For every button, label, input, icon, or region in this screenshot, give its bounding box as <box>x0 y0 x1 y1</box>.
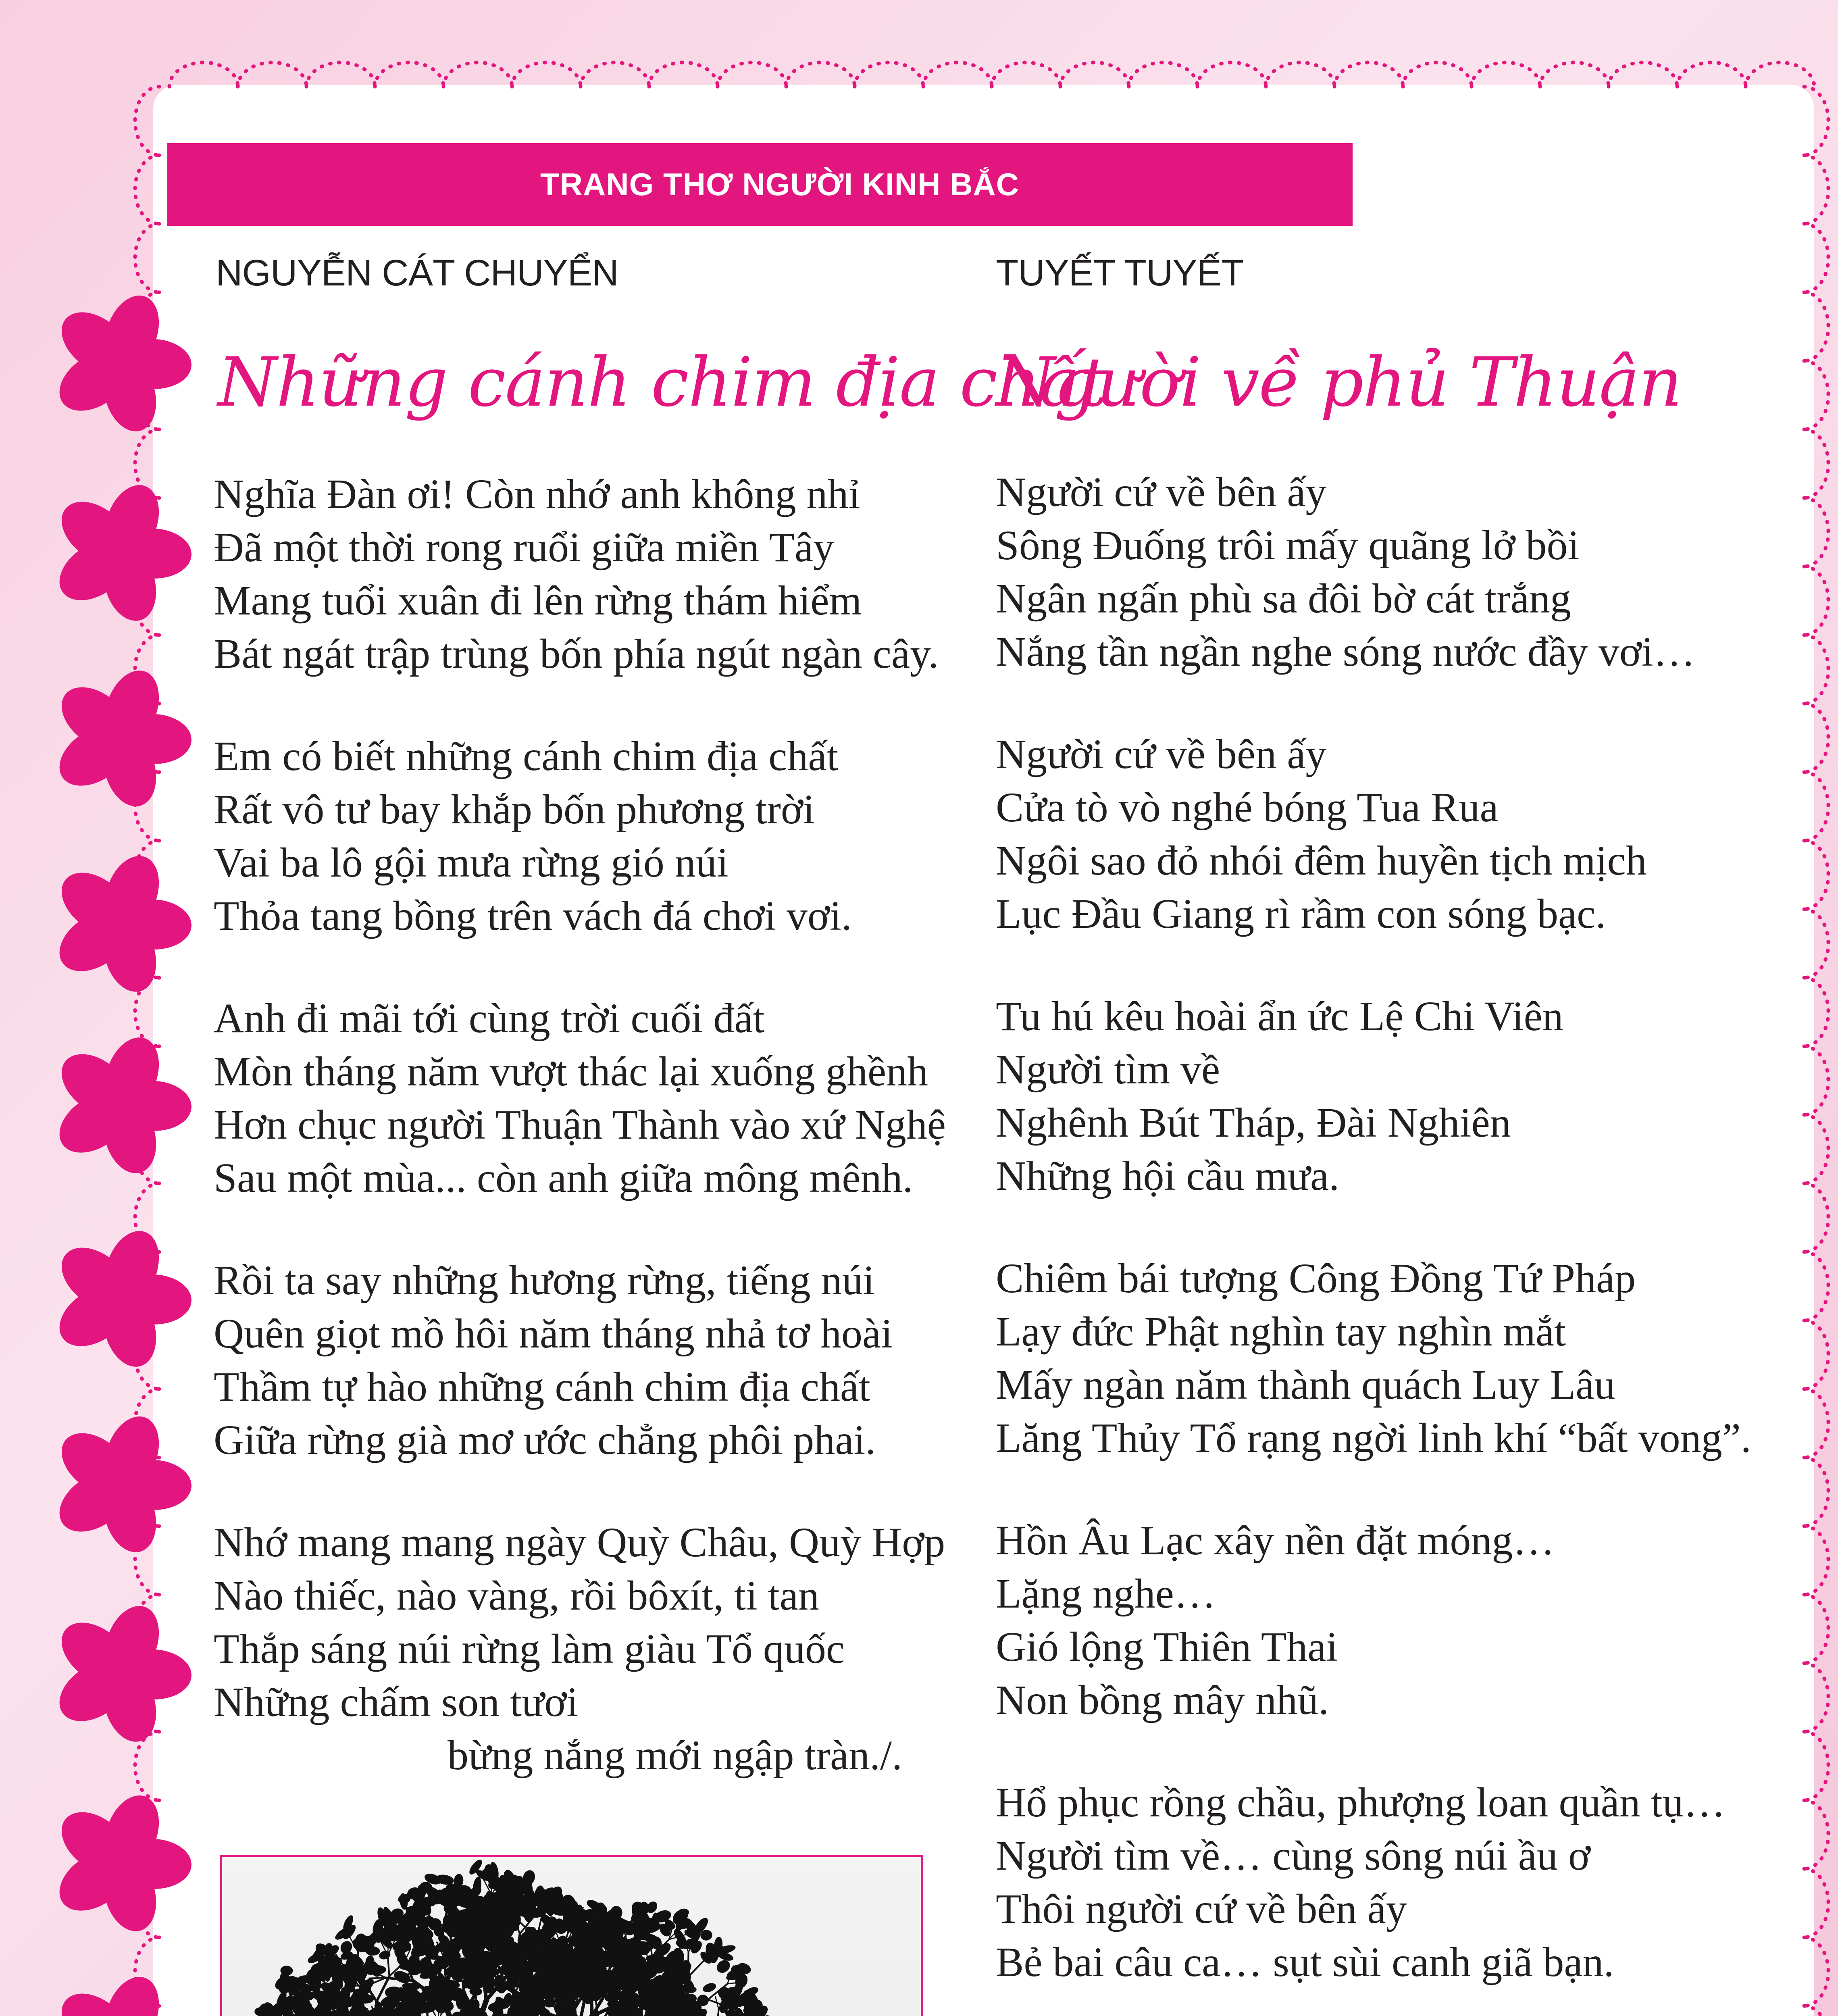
poem-title-left: Những cánh chim địa chất <box>218 343 1107 422</box>
poem-line: Thầm tự hào những cánh chim địa chất <box>214 1364 870 1410</box>
poem-line: Người cứ về bên ấy <box>996 469 1327 515</box>
poem-line: Bẻ bai câu ca… sụt sùi canh giã bạn. <box>996 1939 1614 1985</box>
poem-line: Vai ba lô gội mưa rừng gió núi <box>214 839 729 886</box>
poem-line: Người tìm về… cùng sông núi ầu ơ <box>996 1833 1590 1879</box>
poem-line: Nào thiếc, nào vàng, rồi bôxít, ti tan <box>214 1572 819 1619</box>
poem-line: Mang tuổi xuân đi lên rừng thám hiểm <box>214 577 862 624</box>
pink-flower-icon <box>48 663 192 812</box>
poem-line: Non bồng mây nhũ. <box>996 1677 1329 1723</box>
poem-line: Rất vô tư bay khắp bốn phương trời <box>214 786 815 833</box>
poem-line: Nghênh Bút Tháp, Đài Nghiên <box>996 1100 1511 1146</box>
pink-flower-icon <box>48 477 192 627</box>
poem-line: Thắp sáng núi rừng làm giàu Tổ quốc <box>214 1626 845 1672</box>
poem-line: Thôi người cứ về bên ấy <box>996 1886 1407 1932</box>
pink-flower-icon <box>48 848 192 998</box>
pink-flower-icon <box>48 1409 192 1558</box>
poem-line: Lặng nghe… <box>996 1570 1216 1617</box>
poem-line: Em có biết những cánh chim địa chất <box>214 733 839 779</box>
poem-line: Tu hú kêu hoài ẩn ức Lệ Chi Viên <box>996 993 1563 1039</box>
poem-line: Nghĩa Đàn ơi! Còn nhớ anh không nhỉ <box>214 471 860 517</box>
poem-line: Ngôi sao đỏ nhói đêm huyền tịch mịch <box>996 837 1647 884</box>
pink-flower-icon <box>48 1030 192 1179</box>
poem-line: Rồi ta say những hương rừng, tiếng núi <box>214 1257 875 1304</box>
poem-line: Bát ngát trập trùng bốn phía ngút ngàn cây. <box>214 631 939 677</box>
poem-line: Nhớ mang mang ngày Quỳ Châu, Quỳ Hợp <box>214 1519 945 1566</box>
poem-line: bừng nắng mới ngập tràn./. <box>448 1732 903 1779</box>
poem-line: Cửa tò vò nghé bóng Tua Rua <box>996 784 1499 831</box>
poem-title-right: Người về phủ Thuận <box>996 343 1682 422</box>
poem-line: Thỏa tang bồng trên vách đá chơi vơi. <box>214 893 852 939</box>
poem-line: Người tìm về <box>996 1046 1220 1093</box>
poem-line: Chiêm bái tượng Công Đồng Tứ Pháp <box>996 1255 1636 1302</box>
poem-line: Nắng tần ngần nghe sóng nước đầy vơi… <box>996 629 1695 675</box>
author-left: NGUYỄN CÁT CHUYỂN <box>216 252 618 294</box>
author-right: TUYẾT TUYẾT <box>996 252 1244 294</box>
poem-line: Lạy đức Phật nghìn tay nghìn mắt <box>996 1308 1566 1355</box>
poem-line: Người cứ về bên ấy <box>996 731 1327 777</box>
poem-line: Lục Đầu Giang rì rầm con sóng bạc. <box>996 891 1606 937</box>
poem-line: Gió lộng Thiên Thai <box>996 1624 1338 1670</box>
poem-line: Quên giọt mồ hôi năm tháng nhả tơ hoài <box>214 1310 893 1357</box>
poem-line: Anh đi mãi tới cùng trời cuối đất <box>214 995 765 1041</box>
poem-line: Hổ phục rồng chầu, phượng loan quần tụ… <box>996 1779 1726 1826</box>
poem-line: Những hội cầu mưa. <box>996 1153 1340 1199</box>
poem-line: Mòn tháng năm vượt thác lại xuống ghềnh <box>214 1048 928 1095</box>
poem-line: Ngân ngấn phù sa đôi bờ cát trắng <box>996 575 1571 622</box>
pink-flower-icon <box>48 1969 192 2016</box>
pink-flower-icon <box>48 288 192 437</box>
section-title: TRANG THƠ NGƯỜI KINH BẮC <box>540 167 1020 202</box>
poem-line: Hồn Âu Lạc xây nền đặt móng… <box>996 1517 1555 1564</box>
poem-line: Giữa rừng già mơ ước chẳng phôi phai. <box>214 1417 876 1463</box>
poem-line: Lăng Thủy Tổ rạng ngời linh khí “bất vong”. <box>996 1415 1751 1461</box>
poem-line: Mấy ngàn năm thành quách Luy Lâu <box>996 1362 1615 1408</box>
poem-line: Đã một thời rong ruổi giữa miền Tây <box>214 524 835 571</box>
pink-flower-icon <box>48 1598 192 1748</box>
poem-line: Sông Đuống trôi mấy quãng lở bồi <box>996 522 1580 569</box>
poem-line: Hơn chục người Thuận Thành vào xứ Nghệ <box>214 1102 946 1148</box>
poem-line: Sau một mùa... còn anh giữa mông mênh. <box>214 1155 913 1201</box>
pink-flower-icon <box>48 1788 192 1937</box>
pink-flower-icon <box>48 1223 192 1373</box>
poem-line: Những chấm son tươi <box>214 1679 579 1725</box>
